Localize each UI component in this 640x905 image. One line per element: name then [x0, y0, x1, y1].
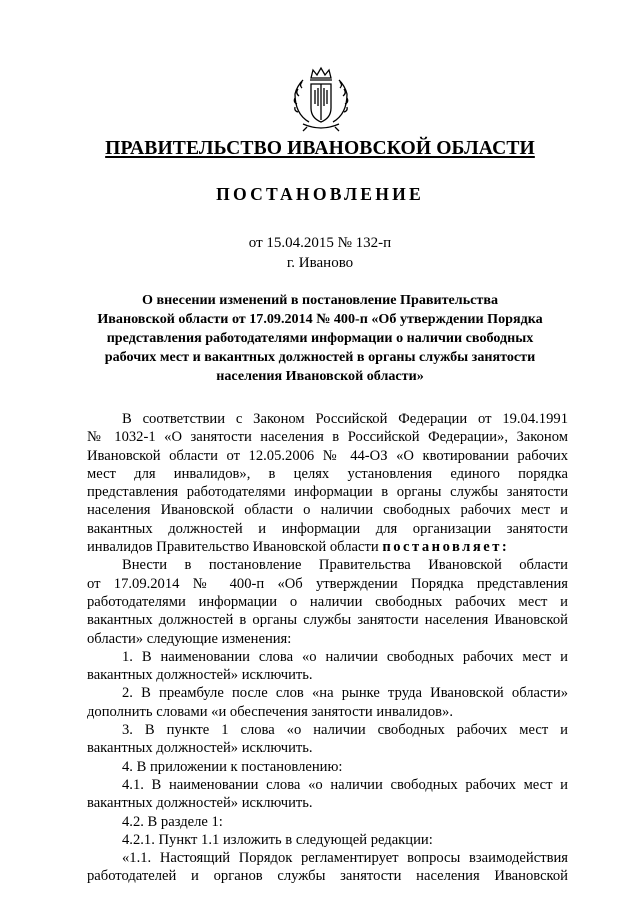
body-line: представления работодателями информации в органы службы занятости	[87, 484, 568, 501]
body-line: от 17.09.2014 № 400-п «Об утверждении Порядка представления	[87, 575, 568, 592]
body-line: 4.2. В разделе 1:	[122, 813, 223, 830]
body-line: населения Ивановской области о наличии свободных рабочих мест и	[87, 502, 568, 519]
body-line: 2. В преамбуле после слов «на рынке труда Ивановской области»	[122, 685, 568, 702]
organization-name: ПРАВИТЕЛЬСТВО ИВАНОВСКОЙ ОБЛАСТИ	[105, 138, 535, 159]
document-body	[87, 410, 568, 886]
document-title	[72, 291, 568, 386]
resolves-word: постановляет:	[382, 539, 510, 556]
body-line: 4.2.1. Пункт 1.1 изложить в следующей редакции:	[122, 831, 433, 848]
body-line: «1.1. Настоящий Порядок регламентирует вопросы взаимодействия	[122, 850, 568, 867]
body-line: дополнить словами «и обеспечения занятости инвалидов».	[87, 703, 453, 720]
body-line: В соответствии с Законом Российской Федерации от 19.04.1991	[122, 411, 568, 427]
body-line: области» следующие изменения:	[87, 630, 292, 647]
title-line: рабочих мест и вакантных должностей в органы службы занятости	[104, 349, 536, 365]
body-line: вакантных должностей» исключить.	[87, 795, 313, 812]
body-line: 3. В пункте 1 слова «о наличии свободных рабочих мест и	[122, 722, 568, 739]
date-and-number: от 15.04.2015 № 132-п	[248, 235, 392, 251]
body-line: 4.1. В наименовании слова «о наличии свободных рабочих мест и	[122, 776, 568, 793]
body-line: работодателей и органов службы занятости населения Ивановской	[87, 868, 568, 885]
document-type: ПОСТАНОВЛЕНИЕ	[216, 184, 424, 204]
body-line: 1. В наименовании слова «о наличии свободных рабочих мест и	[122, 648, 568, 665]
body-line: № 1032-1 «О занятости населения в Российской Федерации», Законом	[87, 429, 568, 446]
title-line: О внесении изменений в постановление Правительства	[142, 292, 498, 308]
body-line: вакантных должностей» исключить.	[87, 667, 313, 684]
body-line: работодателями информации о наличии свободных рабочих мест и	[87, 593, 568, 610]
body-line	[87, 538, 568, 556]
title-line: Ивановской области от 17.09.2014 № 400-п «Об утверждении Порядка	[97, 311, 543, 327]
body-line: Внести в постановление Правительства Ивановской области	[122, 557, 568, 574]
title-line: представления работодателями информации о наличии свободных	[106, 330, 534, 346]
body-line: вакантных должностей» исключить.	[87, 740, 313, 757]
title-line: населения Ивановской области»	[216, 368, 424, 384]
body-line: вакантных должностей и информации для организации занятости	[87, 520, 568, 537]
body-line: вакантных должностей в органы службы занятости населения Ивановской	[87, 612, 568, 629]
body-line-text: инвалидов Правительство Ивановской области	[87, 539, 379, 556]
coat-of-arms-icon	[289, 64, 353, 134]
body-line: Ивановской области от 12.05.2006 № 44-ОЗ «О квотировании рабочих	[87, 447, 568, 464]
body-line: 4. В приложении к постановлению:	[122, 758, 343, 775]
city: г. Иваново	[286, 255, 354, 271]
body-line: мест для инвалидов», в целях установления единого порядка	[87, 465, 568, 482]
